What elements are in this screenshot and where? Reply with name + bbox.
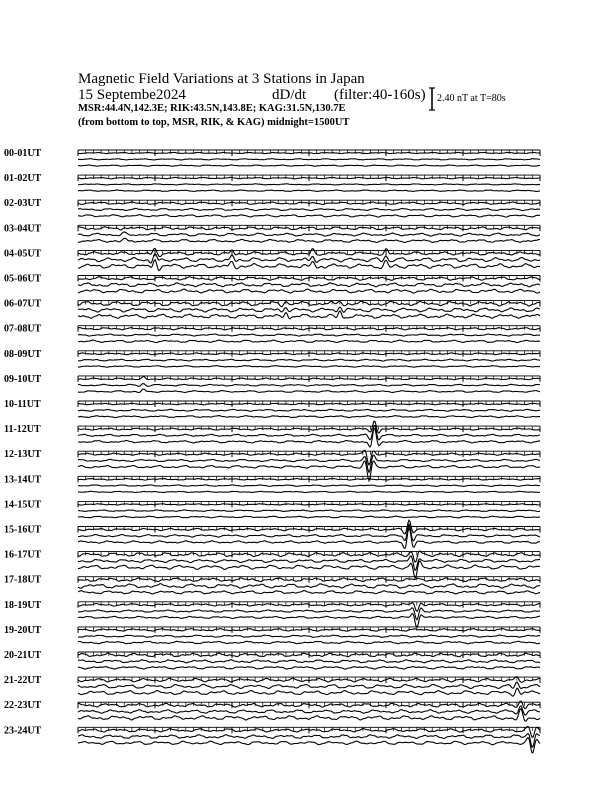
trace-MSR-21-22UT xyxy=(78,688,540,696)
chart-filter: (filter:40-160s) xyxy=(334,87,426,103)
hour-row-11-12UT xyxy=(4,421,540,447)
magnetogram-plot xyxy=(0,140,612,792)
trace-MSR-05-06UT xyxy=(78,289,540,293)
row-label: 16-17UT xyxy=(4,549,42,561)
trace-RIK-16-17UT xyxy=(78,556,540,571)
trace-RIK-10-11UT xyxy=(78,409,540,411)
hour-row-22-23UT xyxy=(4,700,540,721)
trace-MSR-02-03UT xyxy=(78,215,540,217)
hour-row-23-24UT xyxy=(4,725,540,753)
hour-row-09-10UT xyxy=(4,374,540,393)
hour-row-08-09UT xyxy=(4,349,540,367)
trace-RIK-00-01UT xyxy=(78,159,540,160)
trace-MSR-09-10UT xyxy=(78,389,540,392)
hour-row-20-21UT xyxy=(4,650,540,669)
hour-row-05-06UT xyxy=(4,274,540,294)
row-label: 01-02UT xyxy=(4,173,42,185)
row-label: 18-19UT xyxy=(4,599,42,611)
hour-row-17-18UT xyxy=(4,575,540,594)
trace-MSR-18-19UT xyxy=(78,614,540,628)
trace-RIK-07-08UT xyxy=(78,334,540,336)
row-label: 19-20UT xyxy=(4,624,42,636)
hour-row-03-04UT xyxy=(4,223,540,242)
scale-bar xyxy=(428,87,436,111)
station-coordinates: MSR:44.4N,142.3E; RIK:43.5N,143.8E; KAG:31.5N,130.7E xyxy=(78,103,346,114)
hour-row-15-16UT xyxy=(4,520,540,548)
trace-MSR-06-07UT xyxy=(78,311,540,319)
hour-row-10-11UT xyxy=(4,399,540,418)
row-label: 17-18UT xyxy=(4,574,42,586)
trace-RIK-20-21UT xyxy=(78,660,540,663)
hour-row-14-15UT xyxy=(4,499,540,517)
trace-MSR-03-04UT xyxy=(78,238,540,242)
hour-row-19-20UT xyxy=(4,625,540,644)
trace-RIK-08-09UT xyxy=(78,359,540,361)
row-label: 11-12UT xyxy=(4,424,41,436)
trace-RIK-09-10UT xyxy=(78,384,540,387)
hour-row-16-17UT xyxy=(4,550,540,578)
hour-row-04-05UT xyxy=(4,248,540,270)
trace-MSR-10-11UT xyxy=(78,416,540,418)
trace-MSR-01-02UT xyxy=(78,190,540,191)
trace-MSR-22-23UT xyxy=(78,709,540,721)
trace-RIK-06-07UT xyxy=(78,307,540,312)
hour-row-00-01UT xyxy=(4,148,540,166)
row-label: 23-24UT xyxy=(4,725,42,737)
scale-label: 2.40 nT at T=80s xyxy=(437,93,506,104)
hour-row-13-14UT xyxy=(4,474,540,492)
chart-component: dD/dt xyxy=(272,87,307,103)
trace-RIK-19-20UT xyxy=(78,635,540,637)
trace-order-note: (from bottom to top, MSR, RIK, & KAG) midnight=1500UT xyxy=(78,117,350,128)
trace-RIK-14-15UT xyxy=(78,510,540,512)
trace-MSR-00-01UT xyxy=(78,165,540,166)
hour-row-21-22UT xyxy=(4,675,540,696)
row-label: 12-13UT xyxy=(4,449,42,461)
trace-MSR-17-18UT xyxy=(78,591,540,594)
trace-MSR-13-14UT xyxy=(78,491,540,492)
row-label: 20-21UT xyxy=(4,650,42,661)
row-label: 02-03UT xyxy=(4,198,42,210)
hour-row-02-03UT xyxy=(4,198,540,217)
row-label: 05-06UT xyxy=(4,273,42,285)
hour-row-07-08UT xyxy=(4,324,540,343)
row-label: 03-04UT xyxy=(4,223,42,235)
trace-RIK-23-24UT xyxy=(78,733,540,747)
trace-MSR-19-20UT xyxy=(78,641,540,644)
hour-row-01-02UT xyxy=(4,173,540,191)
trace-MSR-04-05UT xyxy=(78,260,540,271)
row-label: 07-08UT xyxy=(4,323,42,335)
trace-MSR-07-08UT xyxy=(78,340,540,343)
chart-date: 15 Septembe2024 xyxy=(78,87,186,103)
trace-RIK-13-14UT xyxy=(78,485,540,486)
row-label: 14-15UT xyxy=(4,499,42,511)
hour-row-06-07UT xyxy=(4,299,540,319)
row-label: 15-16UT xyxy=(4,524,42,536)
trace-RIK-17-18UT xyxy=(78,584,540,589)
row-label: 00-01UT xyxy=(4,148,42,159)
trace-RIK-02-03UT xyxy=(78,208,540,210)
row-label: 06-07UT xyxy=(4,298,42,310)
trace-MSR-23-24UT xyxy=(78,738,540,753)
trace-MSR-20-21UT xyxy=(78,667,540,669)
trace-RIK-12-13UT xyxy=(78,455,540,472)
row-label: 22-23UT xyxy=(4,700,42,712)
trace-RIK-01-02UT xyxy=(78,184,540,185)
magnetogram-svg xyxy=(0,140,612,792)
chart-title: Magnetic Field Variations at 3 Stations in Japan xyxy=(78,71,365,87)
row-label: 13-14UT xyxy=(4,474,42,486)
row-label: 21-22UT xyxy=(4,675,42,687)
trace-RIK-05-06UT xyxy=(78,283,540,287)
row-label: 09-10UT xyxy=(4,373,42,385)
chart-header xyxy=(0,0,612,140)
trace-MSR-08-09UT xyxy=(78,366,540,368)
trace-MSR-16-17UT xyxy=(78,561,540,578)
trace-RIK-03-04UT xyxy=(78,232,540,236)
row-label: 10-11UT xyxy=(4,399,41,410)
row-label: 04-05UT xyxy=(4,248,42,260)
trace-MSR-14-15UT xyxy=(78,516,540,518)
row-label: 08-09UT xyxy=(4,348,42,360)
hour-row-18-19UT xyxy=(4,600,540,628)
